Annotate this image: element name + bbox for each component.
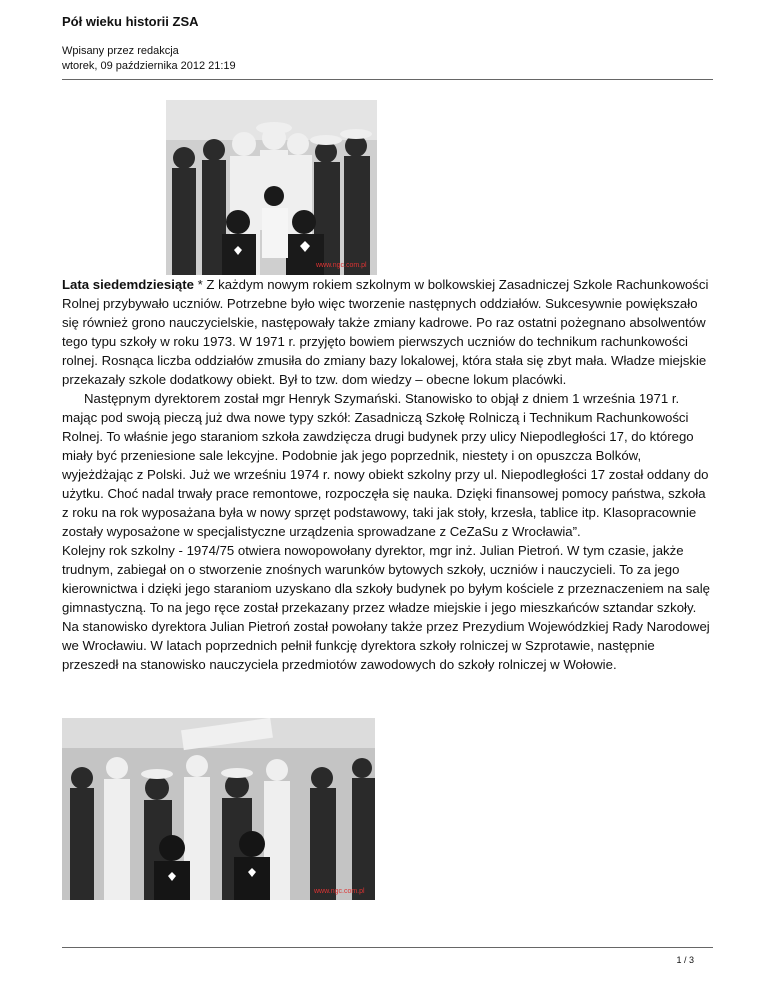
- paragraph-1: [62, 275, 714, 389]
- paragraph-1-text: * Z każdym nowym rokiem szkolnym w bolkowskiej Zasadniczej Szkole Rachunkowości Rolnej przybywało uczniów. Potrzebne było więc tworzenie następnych oddziałów. Sukcesywnie powiększało się również grono nauczycielskie, następowały także zmiany kadrowe. Po raz ostatni pożegnano absolwentów tego typu szkoły w roku 1973. W 1971 r. przyjęto bowiem pierwszych uczniów do technikum rachunkowości rolnej. Rosnąca liczba oddziałów zmusiła do zmiany bazy lokalowej, która stała się zbyt mała. Władze miejskie przekazały szkole dodatkowy obiekt. Był to tzw. dom wiedzy – obecne lokum placówki.: [62, 277, 709, 387]
- footer-divider: [62, 947, 713, 948]
- article-body: [62, 275, 714, 674]
- author-line: Wpisany przez redakcja: [62, 45, 179, 57]
- article-meta: [62, 44, 236, 74]
- photo-watermark: www.ngc.com.pl: [314, 888, 365, 895]
- paragraph-2: Następnym dyrektorem został mgr Henryk Szymański. Stanowisko to objął z dniem 1 września 1971 r. mając pod swoją pieczą już dwa nowe typy szkół: Zasadniczą Szkołę Rolniczą i Technikum Rachunkowości Rolnej. To właśnie jego staraniom szkoła zawdzięcza drugi budynek przy ulicy Niepodległości 17, do którego miały być przeniesione sale lekcyjne. Podobnie jak jego poprzednik, niestety i on opuszcza Bolków, wyjeżdżając z Polski. Już we wrześniu 1974 r. nowy obiekt szkolny przy ul. Niepodległości 17 został oddany do użytku. Choć nadal trwały prace remontowe, rozpoczęła się nauka. Dzięki finansowej pomocy państwa, szkoła z roku na rok wyposażana była w nowy sprzęt podstawowy, taki jak stoły, krzesła, tablice itp. Klasopracownie zostały wyposażone w specjalistyczne urządzenia sprowadzane z CeZaSu z Wrocławia”.: [62, 391, 709, 539]
- paragraph-3: Kolejny rok szkolny - 1974/75 otwiera nowopowołany dyrektor, mgr inż. Julian Pietroń. W tym czasie, jakże trudnym, zabiegał on o stworzenie znośnych warunków bytowych szkoły, uczniów i nauczycieli. To za jego kierownictwa i dzięki jego staraniom uzyskano dla szkoły budynek po byłym kościele z przeznaczeniem na salę gimnastyczną. To na jego ręce został przekazany przez władze miejskie i jego mieszkańców sztandar szkoły. Na stanowisko dyrektora Julian Pietroń został powołany także przez Prezydium Wojewódzkiej Rady Narodowej we Wrocławiu. W latach poprzednich pełnił funkcję dyrektora szkoły rolniczej w Szprotawie, następnie przeszedł na stanowisko nauczyciela przedmiotów zawodowych do szkoły rolniczej w Wołowie.: [62, 543, 710, 672]
- group-photo-2: [62, 718, 375, 900]
- photo-watermark: www.ngc.com.pl: [316, 262, 367, 269]
- date-line: wtorek, 09 października 2012 21:19: [62, 60, 236, 72]
- page-title: Pół wieku historii ZSA: [62, 14, 199, 29]
- section-heading: Lata siedemdziesiąte: [62, 277, 194, 292]
- page-number: 1 / 3: [676, 955, 694, 965]
- header-divider: [62, 79, 713, 80]
- group-photo-1: [166, 100, 377, 275]
